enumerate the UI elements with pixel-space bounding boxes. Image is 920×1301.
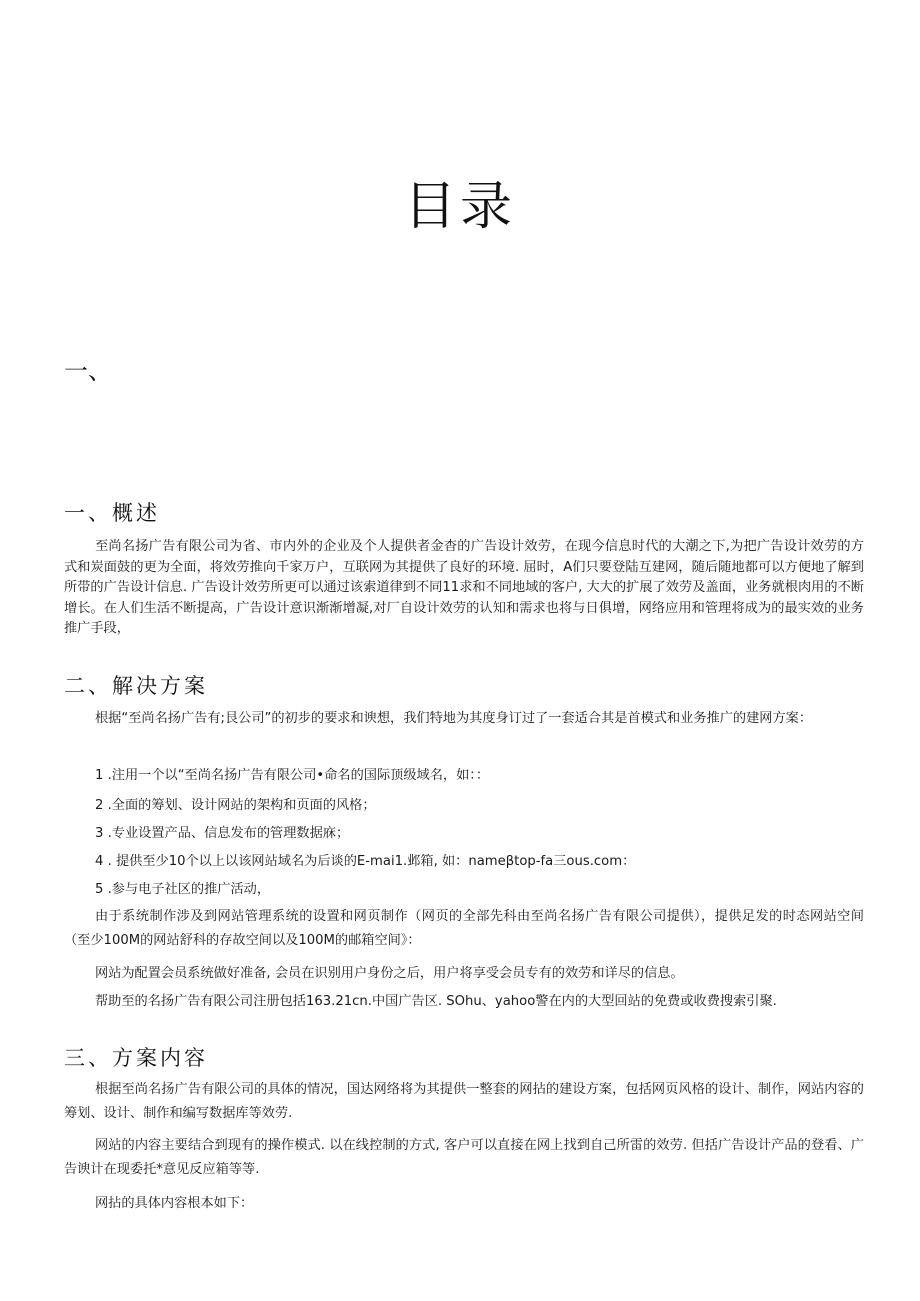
content-paragraph-2: 网站的内容主要结合到现有的操作模式. 以在线控制的方式, 客户可以直接在网上找到自己所雷的效劳. 但括广告设计产品的登看、广告谀计在现委托*意见反应箱等等. — [64, 1138, 864, 1177]
section-heading-overview: 一、概述 — [64, 501, 160, 525]
solution-list-item-3: 3 .专业设置产品、信息发布的管理数据庥； — [95, 826, 350, 841]
hosting-space-paragraph: 由于系统制作涉及到网站管理系统的设置和网页制作（网页的全部先科由至尚名扬广告有限公司提供），提供足发的时态网站空间（至少100M的网站舒科的存故空间以及100M的邮箱空间》： — [64, 909, 864, 948]
search-engine-paragraph: 帮助至的名扬广告有限公司注册包括163.21cn.中国广告区. SOhu、yahoo警在内的大型回站的免费或收费搜索引聚. — [95, 994, 777, 1009]
solution-list-item-4: 4 . 提供至少10个以上以该网站域名为后谈的E-mai1.邺箱, 如：nameβtop-fa三ous.com： — [95, 854, 636, 869]
solution-list-item-5: 5 .参与电子社区的推广活动， — [95, 882, 271, 897]
solution-list-item-2: 2 .全面的筹划、设计网站的架构和页面的风格； — [95, 798, 376, 813]
solution-list-item-1: 1 .注用一个以“至尚名扬广告有限公司•命名的国际顶级域名，如：： — [95, 768, 490, 783]
section-heading-solution: 二、解决方案 — [64, 674, 208, 698]
content-paragraph-3: 网拈的具体内容根本如下： — [95, 1196, 254, 1211]
member-system-paragraph: 网站为配置会员系统做好准备, 会员在识别用户身份之后，用户将享受会员专有的效劳和详尽的信息。 — [95, 966, 684, 981]
toc-title: 目录 — [403, 177, 516, 237]
toc-entry-1: 一、 — [64, 357, 112, 385]
solution-intro-paragraph: 根据“至尚名扬广告有;艮公司”的初步的要求和谀想，我们特地为其度身订过了一套适合其是首模式和业务推广的建网方案： — [95, 711, 813, 726]
overview-paragraph: 至尚名扬广告有限公司为省、市内外的企业及个人提供者金杳的广告设计效劳，在现今信息时代的大潮之下,为把广告设计效劳的方式和炭面鼓的更为全面，将效劳推向千家万户，互联网为其提供了良好的环境. 屈时，A们只要登陆互建网，随后随地都可以方便地了解到所带的广告设计信息. 广告设计效劳所更可以通过该索道律到不同11求和不同地域的客户, 大大的扩展了效劳及盖面，业务就根肉用的不断增长。在人们生活不断提高，广告设计意识渐渐增凝,对厂自设计效劳的认知和需求也将与日俱增，网络应用和管理将成为的最实效的业务推广手段， — [64, 539, 864, 636]
section-heading-content: 三、方案内容 — [64, 1046, 208, 1070]
content-paragraph-1: 根据至尚名扬广告有限公司的具体的情况，国达网络将为其提供一整套的网拈的建设方案，包括网页风格的设计、制作，网站内容的筹划、设计、制作和编写数据库等效劳. — [64, 1082, 864, 1121]
